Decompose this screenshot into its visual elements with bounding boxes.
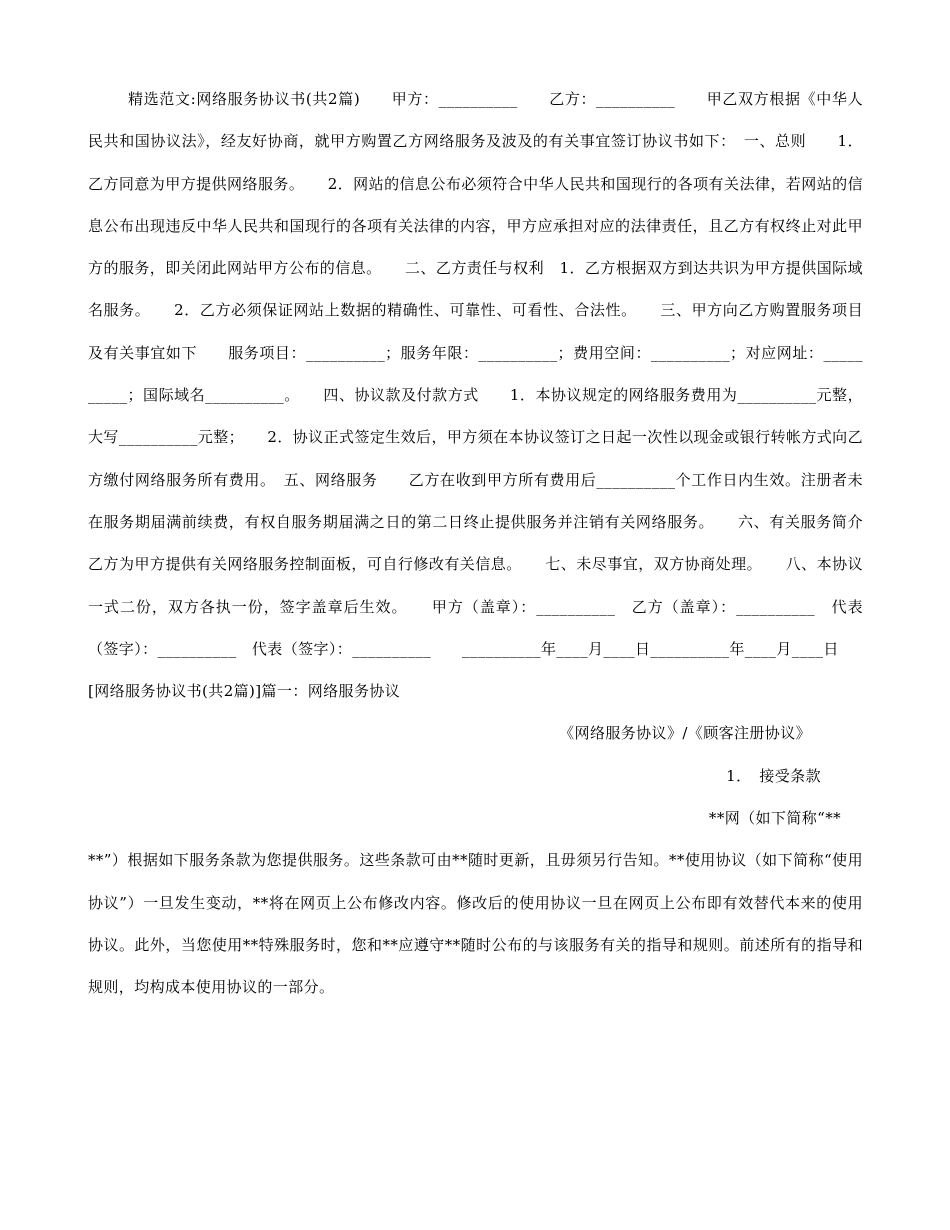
- clause-start: **网（如下简称“**: [708, 809, 841, 828]
- document-title: 《网络服务协议》/《顾客注册协议》: [559, 724, 811, 743]
- intro-paragraph: 精选范文:网络服务协议书(共2篇) 甲方：__________ 乙方：__________ 甲乙双方根据《中华人民共和国协议法》，经友好协商，就甲方购置乙方网络服务及波及的有关事宜签订协议书如下： 一、总则 1．乙方同意为甲方提供网络服务。 2．网站的信息公布必须符合中华人民共和国现行的各项有关法律，若网站的信息公布出现违反中华人民共和国现行的各项有关法律的内容，甲方应承担对应的法律责任，且乙方有权终止对此甲方的服务，即关闭此网站甲方公布的信息。 二、乙方责任与权利 1．乙方根据双方到达共识为甲方提供国际域名服务。 2．乙方必须保证网站上数据的精确性、可靠性、可看性、合法性。 三、甲方向乙方购置服务项目及有关事宜如下 服务项目：__________；服务年限：__________；费用空间：__________；对应网址：__________；国际域名__________。 四、协议款及付款方式 1．本协议规定的网络服务费用为__________元整，大写__________元整； 2．协议正式签定生效后，甲方须在本协议签订之日起一次性以现金或银行转帐方式向乙方缴付网络服务所有费用。 五、网络服务 乙方在收到甲方所有费用后__________个工作日内生效。注册者未在服务期届满前续费，有权自服务期届满之日的第二日终止提供服务并注销有关网络服务。 六、有关服务简介 乙方为甲方提供有关网络服务控制面板，可自行修改有关信息。 七、未尽事宜，双方协商处理。 八、本协议一式二份，双方各执一份，签字盖章后生效。 甲方（盖章）：__________ 乙方（盖章）：__________ 代表（签字）：__________ 代表（签字）：__________ __________年____月____日__________年____月____日: [88, 90, 894, 658]
- document-page: [88, 78, 894, 1009]
- clause-number: 1． 接受条款: [726, 766, 821, 785]
- section-heading: [网络服务协议书(共2篇)]篇一：网络服务协议: [88, 682, 401, 701]
- clause-body: **”）根据如下服务条款为您提供服务。这些条款可由**随时更新，且毋须另行告知。**使用协议（如下简称“使用协议”）一旦发生变动，**将在网页上公布修改内容。修改后的使用协议一旦在网页上公布即有效替代本来的使用协议。此外，当您使用**特殊服务时，您和**应遵守**随时公布的与该服务有关的指导和规则。前述所有的指导和规则，均构成本使用协议的一部分。: [88, 851, 863, 997]
